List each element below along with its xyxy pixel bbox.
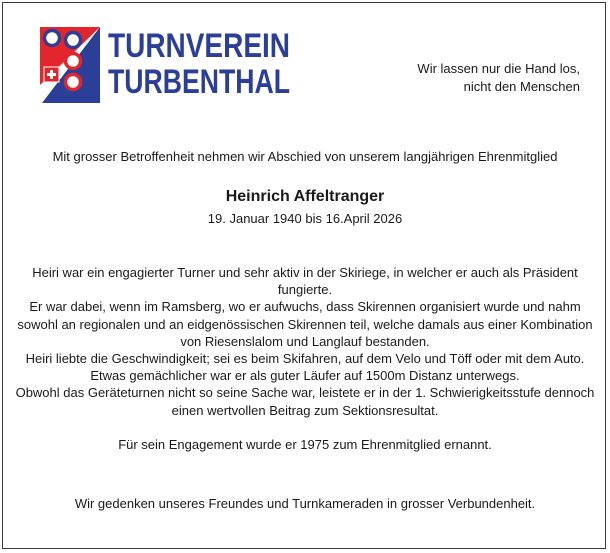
motto <box>417 60 580 96</box>
announcement-text: Mit grosser Betroffenheit nehmen wir Abschied von unserem langjährigen Ehrenmitglied <box>52 149 558 164</box>
logo-text-line2: TURBENTHAL <box>108 63 290 101</box>
motto-line-2: nicht den Menschen <box>463 79 580 94</box>
tribute-spacer <box>14 419 596 436</box>
logo-ring-4 <box>66 75 81 90</box>
life-dates: 19. Januar 1940 bis 16.April 2026 <box>207 211 403 226</box>
tribute-body <box>14 264 596 453</box>
motto-line-1: Wir lassen nur die Hand los, <box>417 61 580 76</box>
logo-text-line1: TURNVEREIN <box>108 27 290 65</box>
tribute-paragraph: Heiri war ein engagierter Turner und sehr aktiv in der Skiriege, in welcher er auch als Präsident fungierte. <box>32 265 578 298</box>
club-logo <box>40 27 292 103</box>
logo-ring-3 <box>66 54 81 69</box>
logo-ring-1 <box>45 31 60 46</box>
tribute-paragraph: Für sein Engagement wurde er 1975 zum Ehrenmitglied ernannt. <box>118 437 492 453</box>
tribute-paragraph: Er war dabei, wenn im Ramsberg, wo er aufwuchs, dass Skirennen organisiert wurde und nahm sowohl an regionalen und an eidgenössischen Skirennen teil, welche damals aus einer Kombination von Riesenslalom und Langlauf bestanden. <box>17 299 593 349</box>
logo-ring-2 <box>66 33 81 48</box>
tribute-paragraph: Obwohl das Geräteturnen nicht so seine Sache war, leistete er in der 1. Schwierigkeitsstufe dennoch einen wertvollen Beitrag zum Sektionsresultat. <box>15 385 595 418</box>
deceased-name: Heinrich Affeltranger <box>225 188 385 205</box>
closing-text: Wir gedenken unseres Freundes und Turnkameraden in grosser Verbundenheit. <box>74 496 536 511</box>
tribute-paragraph: Heiri liebte die Geschwindigkeit; sei es beim Skifahren, auf dem Velo und Töff oder mit dem Auto. <box>25 351 585 367</box>
tribute-paragraph: Etwas gemächlicher war er als guter Läufer auf 1500m Distanz unterwegs. <box>90 368 520 384</box>
